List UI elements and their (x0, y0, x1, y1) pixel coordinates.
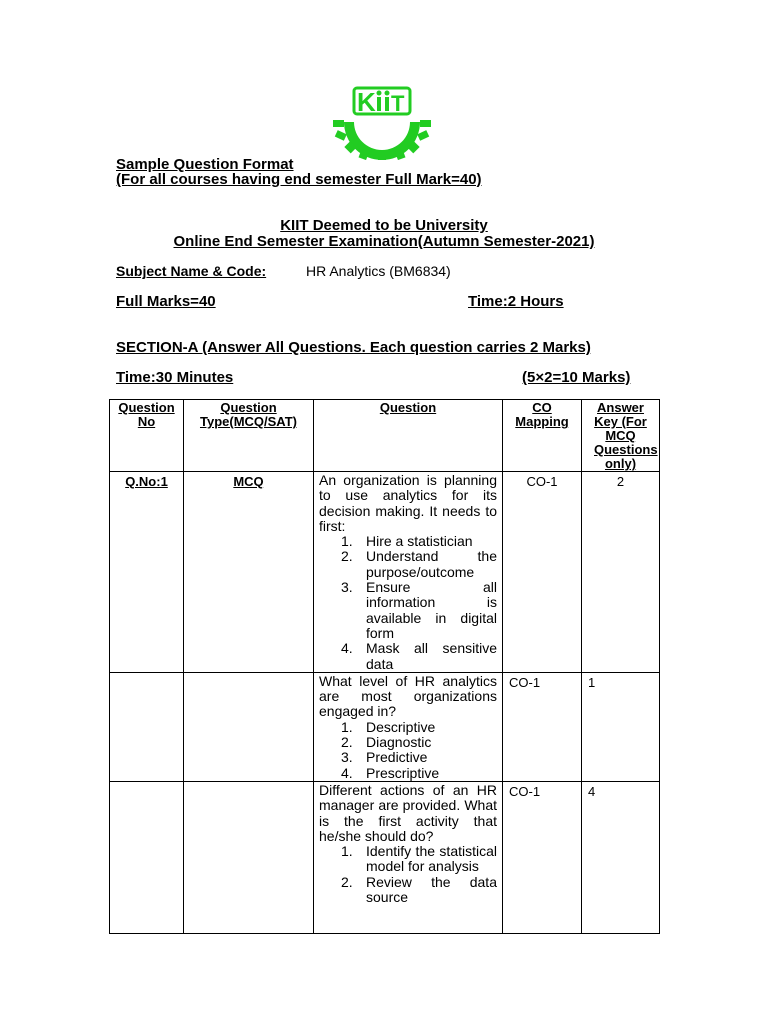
question-type (184, 672, 314, 781)
option-item: 1. Descriptive (319, 720, 497, 735)
svg-text:T: T (391, 91, 405, 116)
question-stem: An organization is planning to use analytics for its decision making. It needs to first: (319, 472, 497, 534)
co-mapping: CO-1 (503, 672, 582, 781)
format-title: Sample Question Format (116, 156, 294, 173)
section-title: SECTION-A (Answer All Questions. Each question carries 2 Marks) (116, 339, 591, 356)
question-type (184, 781, 314, 933)
question-type: MCQ (184, 472, 314, 673)
svg-text:K: K (357, 87, 376, 117)
question-number: Q.No:1 (110, 472, 184, 673)
option-item: 2. Review the data source (341, 873, 497, 906)
question-stem: What level of HR analytics are most organizations engaged in? (319, 672, 497, 720)
answer-key: 2 (582, 472, 660, 673)
question-table (109, 399, 660, 934)
option-item: 2. Understand the purpose/outcome (341, 548, 497, 580)
option-text: Understand the purpose/outcome (366, 548, 497, 580)
option-item: 1. Hire a statistician (319, 534, 497, 549)
option-item: 2. Diagnostic (319, 735, 497, 750)
section-time: Time:30 Minutes (116, 369, 234, 386)
exam-time: Time:2 Hours (468, 293, 564, 310)
question-text (314, 472, 503, 673)
option-item: 3. Predictive (319, 750, 497, 765)
table-row (110, 781, 660, 933)
option-text: Diagnostic (366, 734, 432, 751)
question-stem: Different actions of an HR manager are provided. What is the first activity that he/she should do? (319, 781, 497, 844)
question-number (110, 781, 184, 933)
option-text: Predictive (366, 749, 428, 766)
option-list (319, 534, 497, 672)
table-row (110, 472, 660, 673)
question-text (314, 781, 503, 933)
question-number (110, 672, 184, 781)
option-item: 4. Mask all sensitive data (341, 640, 497, 672)
option-text: Descriptive (366, 718, 436, 735)
table-header-row (110, 400, 660, 472)
format-subtitle: (For all courses having end semester Full Mark=40) (116, 171, 482, 188)
header-answer-key: Answer Key (For MCQ Questions only) (582, 400, 660, 472)
exam-title: Online End Semester Examination(Autumn Semester-2021) (173, 233, 595, 250)
section-marks: (5×2=10 Marks) (522, 369, 631, 386)
header-question-no: Question No (110, 400, 184, 472)
table-row (110, 672, 660, 781)
option-text: Prescriptive (366, 764, 440, 781)
subject-value: HR Analytics (BM6834) (306, 263, 451, 279)
header-co-mapping: CO Mapping (503, 400, 582, 472)
option-text: Identify the statistical model for analysis (366, 843, 497, 875)
answer-key: 4 (582, 781, 660, 933)
university-name: KIIT Deemed to be University (280, 217, 488, 234)
co-mapping: CO-1 (503, 472, 582, 673)
kiit-logo (330, 84, 434, 160)
option-list (319, 720, 497, 781)
option-text: Ensure all information is available in digital form (366, 579, 497, 641)
option-text: Hire a statistician (366, 533, 473, 550)
option-item: 4. Prescriptive (319, 766, 497, 781)
subject-label: Subject Name & Code: (116, 263, 267, 279)
answer-key: 1 (582, 672, 660, 781)
option-text: Mask all sensitive data (366, 640, 497, 672)
option-item: 3. Ensure all information is available in digital form (341, 579, 497, 641)
question-text (314, 672, 503, 781)
option-item: 1. Identify the statistical model for analysis (341, 843, 497, 875)
co-mapping: CO-1 (503, 781, 582, 933)
full-marks: Full Marks=40 (116, 293, 216, 310)
header-question: Question (314, 400, 503, 472)
option-list (319, 844, 497, 905)
header-question-type: Question Type(MCQ/SAT) (184, 400, 314, 472)
option-text: Review the data source (366, 873, 497, 906)
